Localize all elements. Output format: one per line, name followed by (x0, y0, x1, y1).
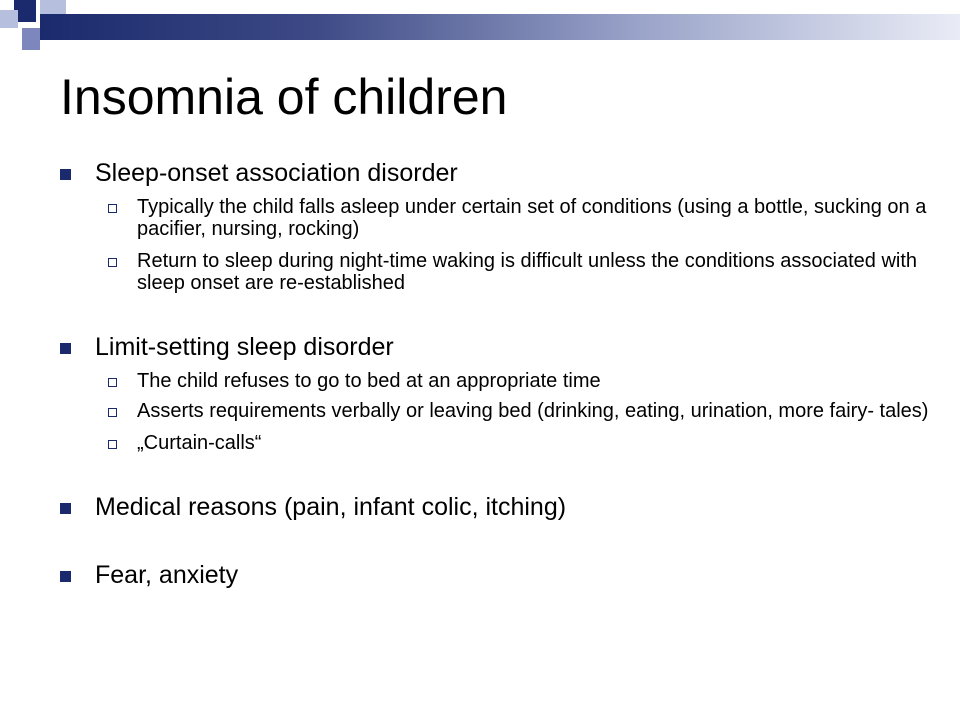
hollow-square-bullet-icon (108, 258, 117, 267)
bullet-level1 (60, 158, 940, 188)
slide-content (60, 158, 940, 590)
bullet-text: Medical reasons (pain, infant colic, itching) (95, 493, 567, 521)
bullet-level1 (60, 560, 940, 590)
bullet-text: Fear, anxiety (95, 561, 239, 589)
bullet-level1 (60, 492, 940, 522)
square-bullet-icon (60, 343, 71, 354)
bullet-level2 (60, 432, 940, 454)
decor-square-light (40, 0, 66, 14)
square-bullet-icon (60, 169, 71, 180)
square-bullet-icon (60, 503, 71, 514)
bullet-text: Limit-setting sleep disorder (95, 333, 394, 361)
bullet-level2 (60, 250, 940, 294)
slide-title: Insomnia of children (60, 69, 508, 125)
bullet-text: Typically the child falls asleep under certain set of conditions (using a bottle, sucking on a pacifier, nursing, rocking) (137, 196, 927, 240)
hollow-square-bullet-icon (108, 378, 117, 387)
bullet-text: Sleep-onset association disorder (95, 159, 458, 187)
bullet-text: The child refuses to go to bed at an appropriate time (137, 370, 601, 392)
hollow-square-bullet-icon (108, 408, 117, 417)
hollow-square-bullet-icon (108, 440, 117, 449)
hollow-square-bullet-icon (108, 204, 117, 213)
bullet-level1 (60, 332, 940, 362)
bullet-text: Asserts requirements verbally or leaving bed (drinking, eating, urination, more fairy- tales) (137, 400, 929, 422)
header-gradient-bar (40, 14, 960, 40)
bullet-text: „Curtain-calls“ (137, 432, 262, 454)
bullet-level2 (60, 400, 940, 422)
decor-square-light (0, 10, 18, 28)
bullet-level2 (60, 196, 940, 240)
bullet-level2 (60, 370, 940, 392)
decor-square-mid (22, 28, 40, 50)
square-bullet-icon (60, 571, 71, 582)
bullet-text: Return to sleep during night-time waking is difficult unless the conditions associated with sleep onset are re-established (137, 250, 918, 294)
